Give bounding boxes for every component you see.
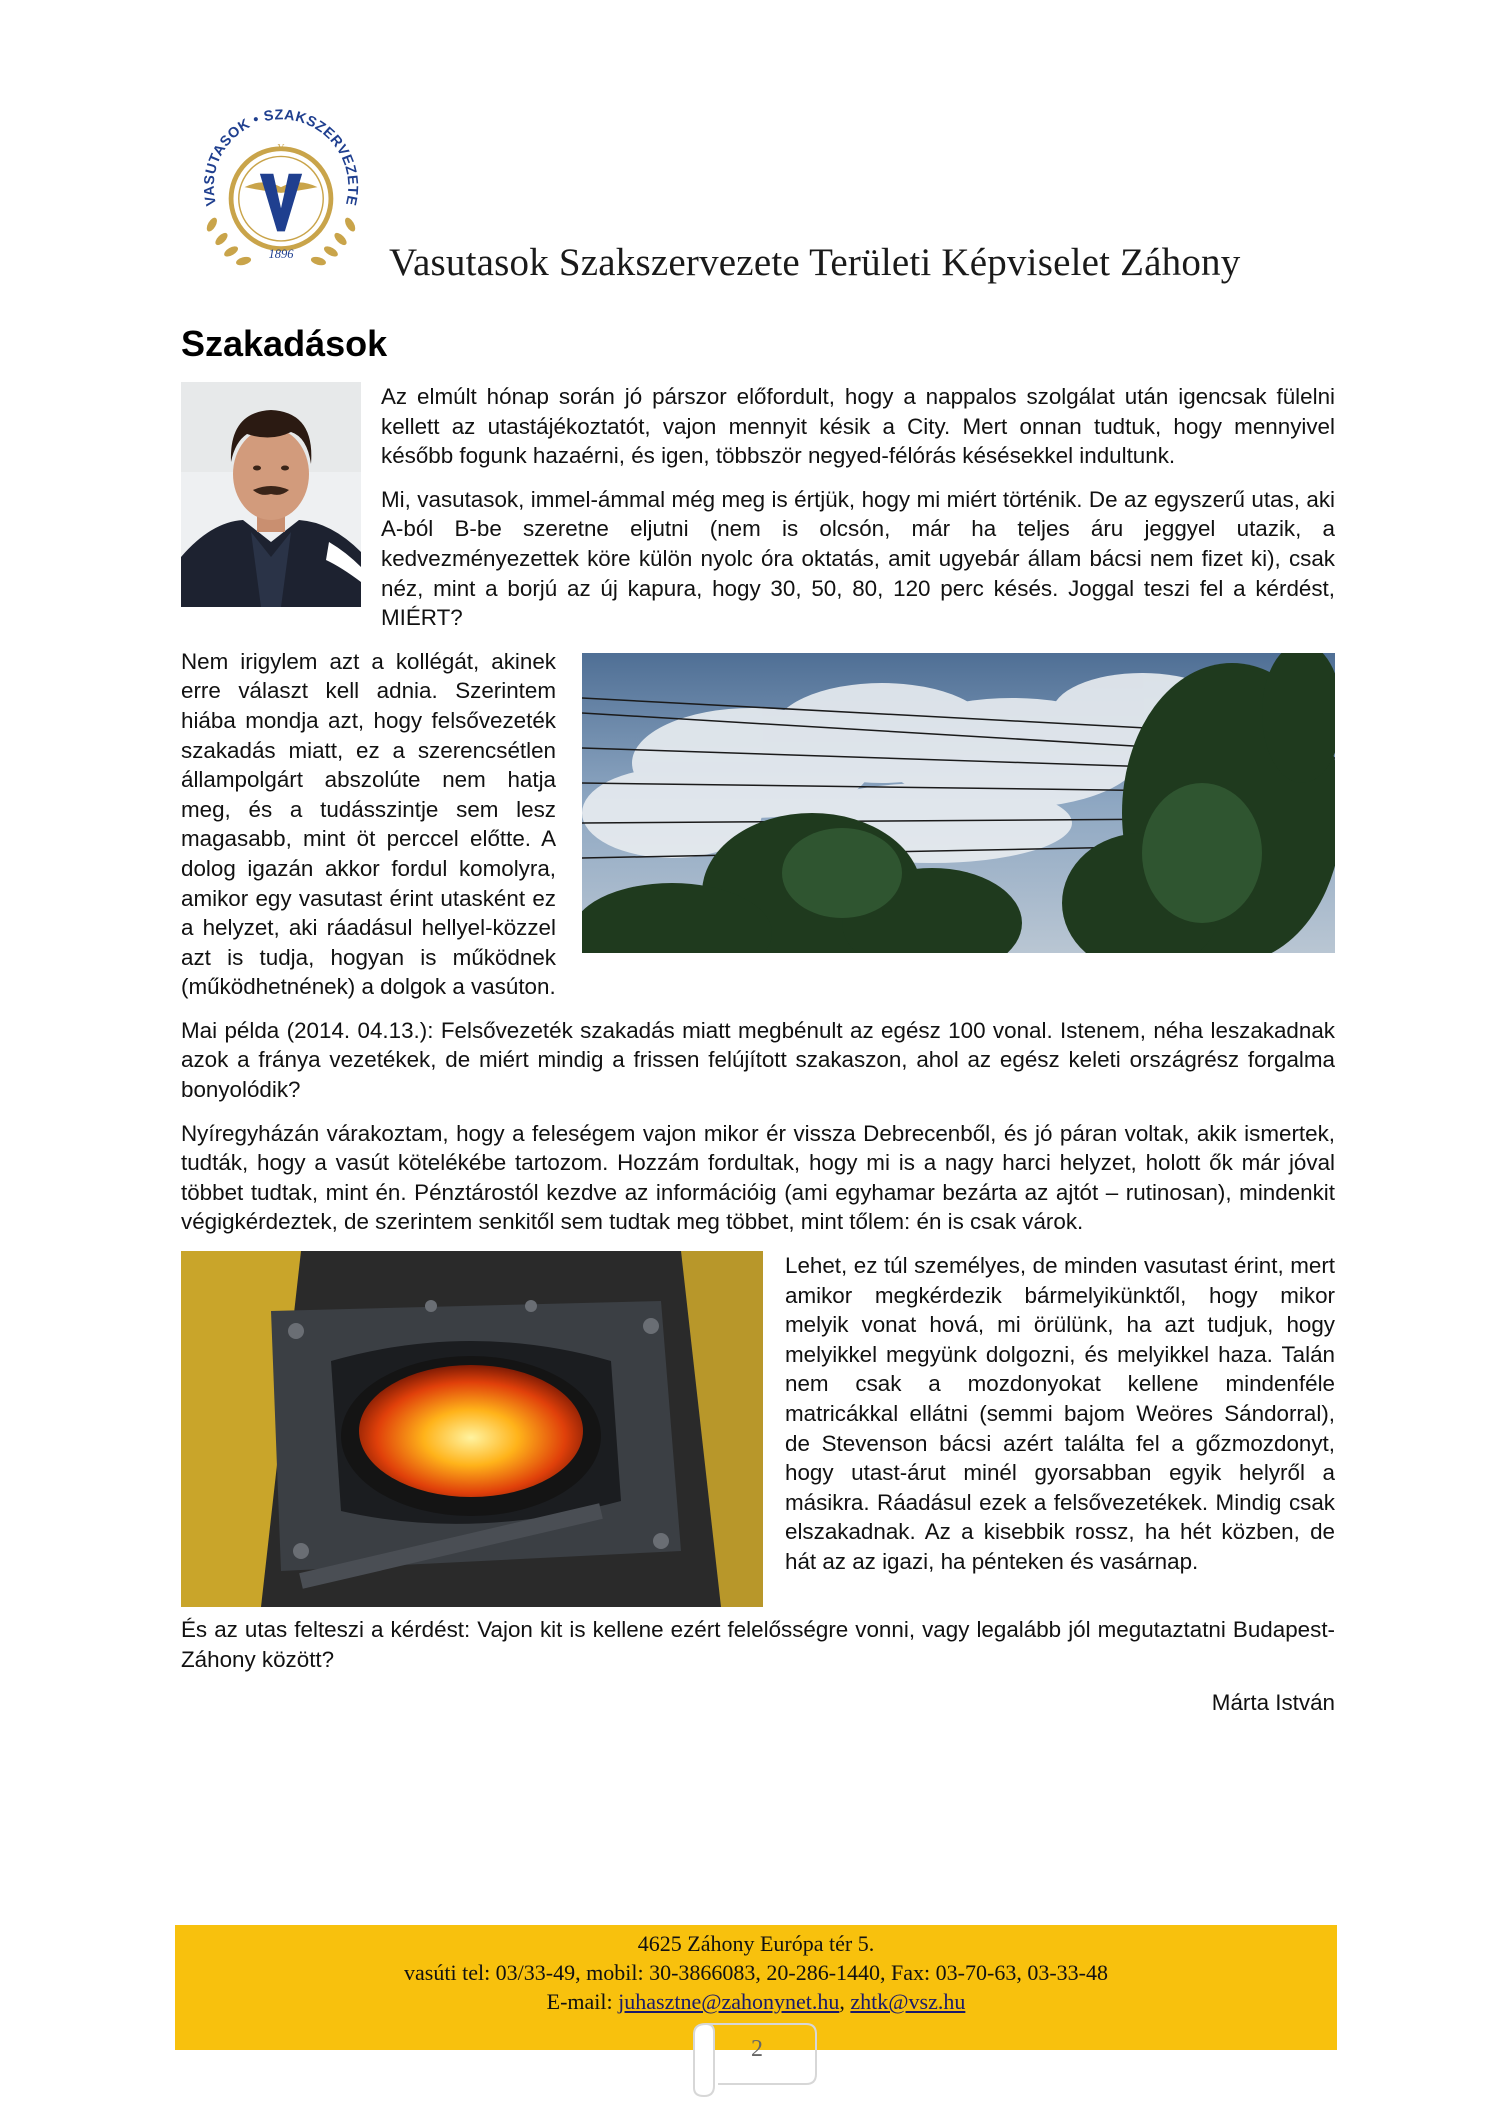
article-title: Szakadások [181, 323, 388, 364]
organization-title: Vasutasok Szakszervezete Területi Képviselet Záhony [389, 241, 1241, 284]
logo-arc-text: VASUTASOK • SZAKSZERVEZETE [201, 107, 361, 208]
paragraph-6: Lehet, ez túl személyes, de minden vasutast érint, mert amikor megkérdezik bármelyikünktől, hogy mikor melyik vonat hová, mi örülünk, ha azt tudjuk, hogy melyikkel megyünk dolgozni, és melyikkel haza. Talán nem csak a mozdonyokat kellene mindenféle matricákkal ellátni (semmi bajom Weöres Sándorral), de Stevenson bácsi azért találta fel a gőzmozdonyt, hogy utast-árut minél gyorsabban egyik helyről a másikra. Ráadásul ezek a felsővezetékek. Mindig csak elszakadnak. Az a kisebbik rossz, ha hét közben, de hát az az igazi, ha pénteken és vasárnap. [785, 1253, 1335, 1574]
footer-phones: vasúti tel: 03/33-49, mobil: 30-3866083, 20-286-1440, Fax: 03-70-63, 03-33-48 [404, 1960, 1108, 1985]
author-signature: Márta István [1211, 1690, 1335, 1716]
article-body [181, 382, 1335, 1718]
email-link-2[interactable]: zhtk@vsz.hu [850, 1989, 966, 2014]
paragraph-4: Mai példa (2014. 04.13.): Felsővezeték szakadás miatt megbénult az egész 100 vonal. Istenem, néha leszakadnak azok a fránya vezetékek, de miért mindig a frissen felújított szakaszon, ahol az egész keleti országrész forgalma bonyolódik? [181, 1017, 1335, 1103]
paragraph-7: És az utas felteszi a kérdést: Vajon kit is kellene ezért felelősségre vonni, vagy legalább jól megutaztatni Budapest-Záhony között? [181, 1617, 1335, 1672]
locomotive-firebox-photo [181, 1251, 763, 1607]
page-number-scroll [688, 2014, 826, 2100]
paragraph-3: Nem irigylem azt a kollégát, akinek erre választ kell adnia. Szerintem hiába mondja azt, hogy felsővezeték szakadás miatt, ez a szerencsétlen állampolgárt abszolúte nem hatja meg, és a tudásszintje sem lesz magasabb, mint öt perccel előtte. A dolog igazán akkor fordul komolyra, amikor egy vasutast érint utasként ez a helyzet, aki ráadásul hellyel-közzel azt is tudja, hogyan is működnek (működhetnének) a dolgok a vasúton. [181, 648, 556, 1000]
email-link-1[interactable]: juhasztne@zahonynet.hu [618, 1989, 840, 2014]
union-logo [185, 95, 377, 287]
footer-address: 4625 Záhony Európa tér 5. [637, 1931, 875, 1956]
overhead-wires-trees-photo [582, 653, 1335, 953]
footer-email-line [175, 1987, 1337, 2016]
logo-letter: V [277, 142, 285, 154]
footer-email-label: E-mail: [546, 1989, 613, 2014]
paragraph-2: Mi, vasutasok, immel-ámmal még meg is értjük, hogy mi miért történik. De az egyszerű utas, aki A-ból B-be szeretne eljutni (nem is olcsón, már ha teljes áru jeggyel utazik, a kedvezményezettek köre külön nyolc óra oktatás, amit ugyebár állam bácsi nem fizet ki), csak néz, mint a borjú az új kapura, hogy 30, 50, 80, 120 perc késés. Joggal teszi fel a kérdést, MIÉRT? [381, 486, 1335, 631]
paragraph-5: Nyíregyházán várakoztam, hogy a feleségem vajon mikor ér vissza Debrecenből, és jó páran voltak, akik ismertek, tudták, hogy a vasút kötelékébe tartozom. Hozzám fordultak, hogy mi is a nagy harci helyzet, holott ők már jóval többet tudtak, mint én. Pénztárostól kezdve az információig (ami egyhamar bezárta az ajtót – rutinosan), mindenkit végigkérdeztek, de szerintem senkitől sem tudtak meg többet, mint tőlem: én is csak várok. [181, 1120, 1335, 1235]
logo-year: 1896 [268, 247, 294, 262]
email-separator: , [839, 1989, 845, 2014]
paragraph-1: Az elmúlt hónap során jó párszor előfordult, hogy a nappalos szolgálat után igencsak fülelni kellett az utastájékoztatót, vajon mennyit késik a City. Mert onnan tudtuk, hogy mennyivel később fogunk hazaérni, és igen, többször negyed-félórás késésekkel indultunk. [381, 384, 1335, 469]
author-portrait-photo [181, 382, 361, 607]
page-number: 2 [751, 2036, 763, 2062]
